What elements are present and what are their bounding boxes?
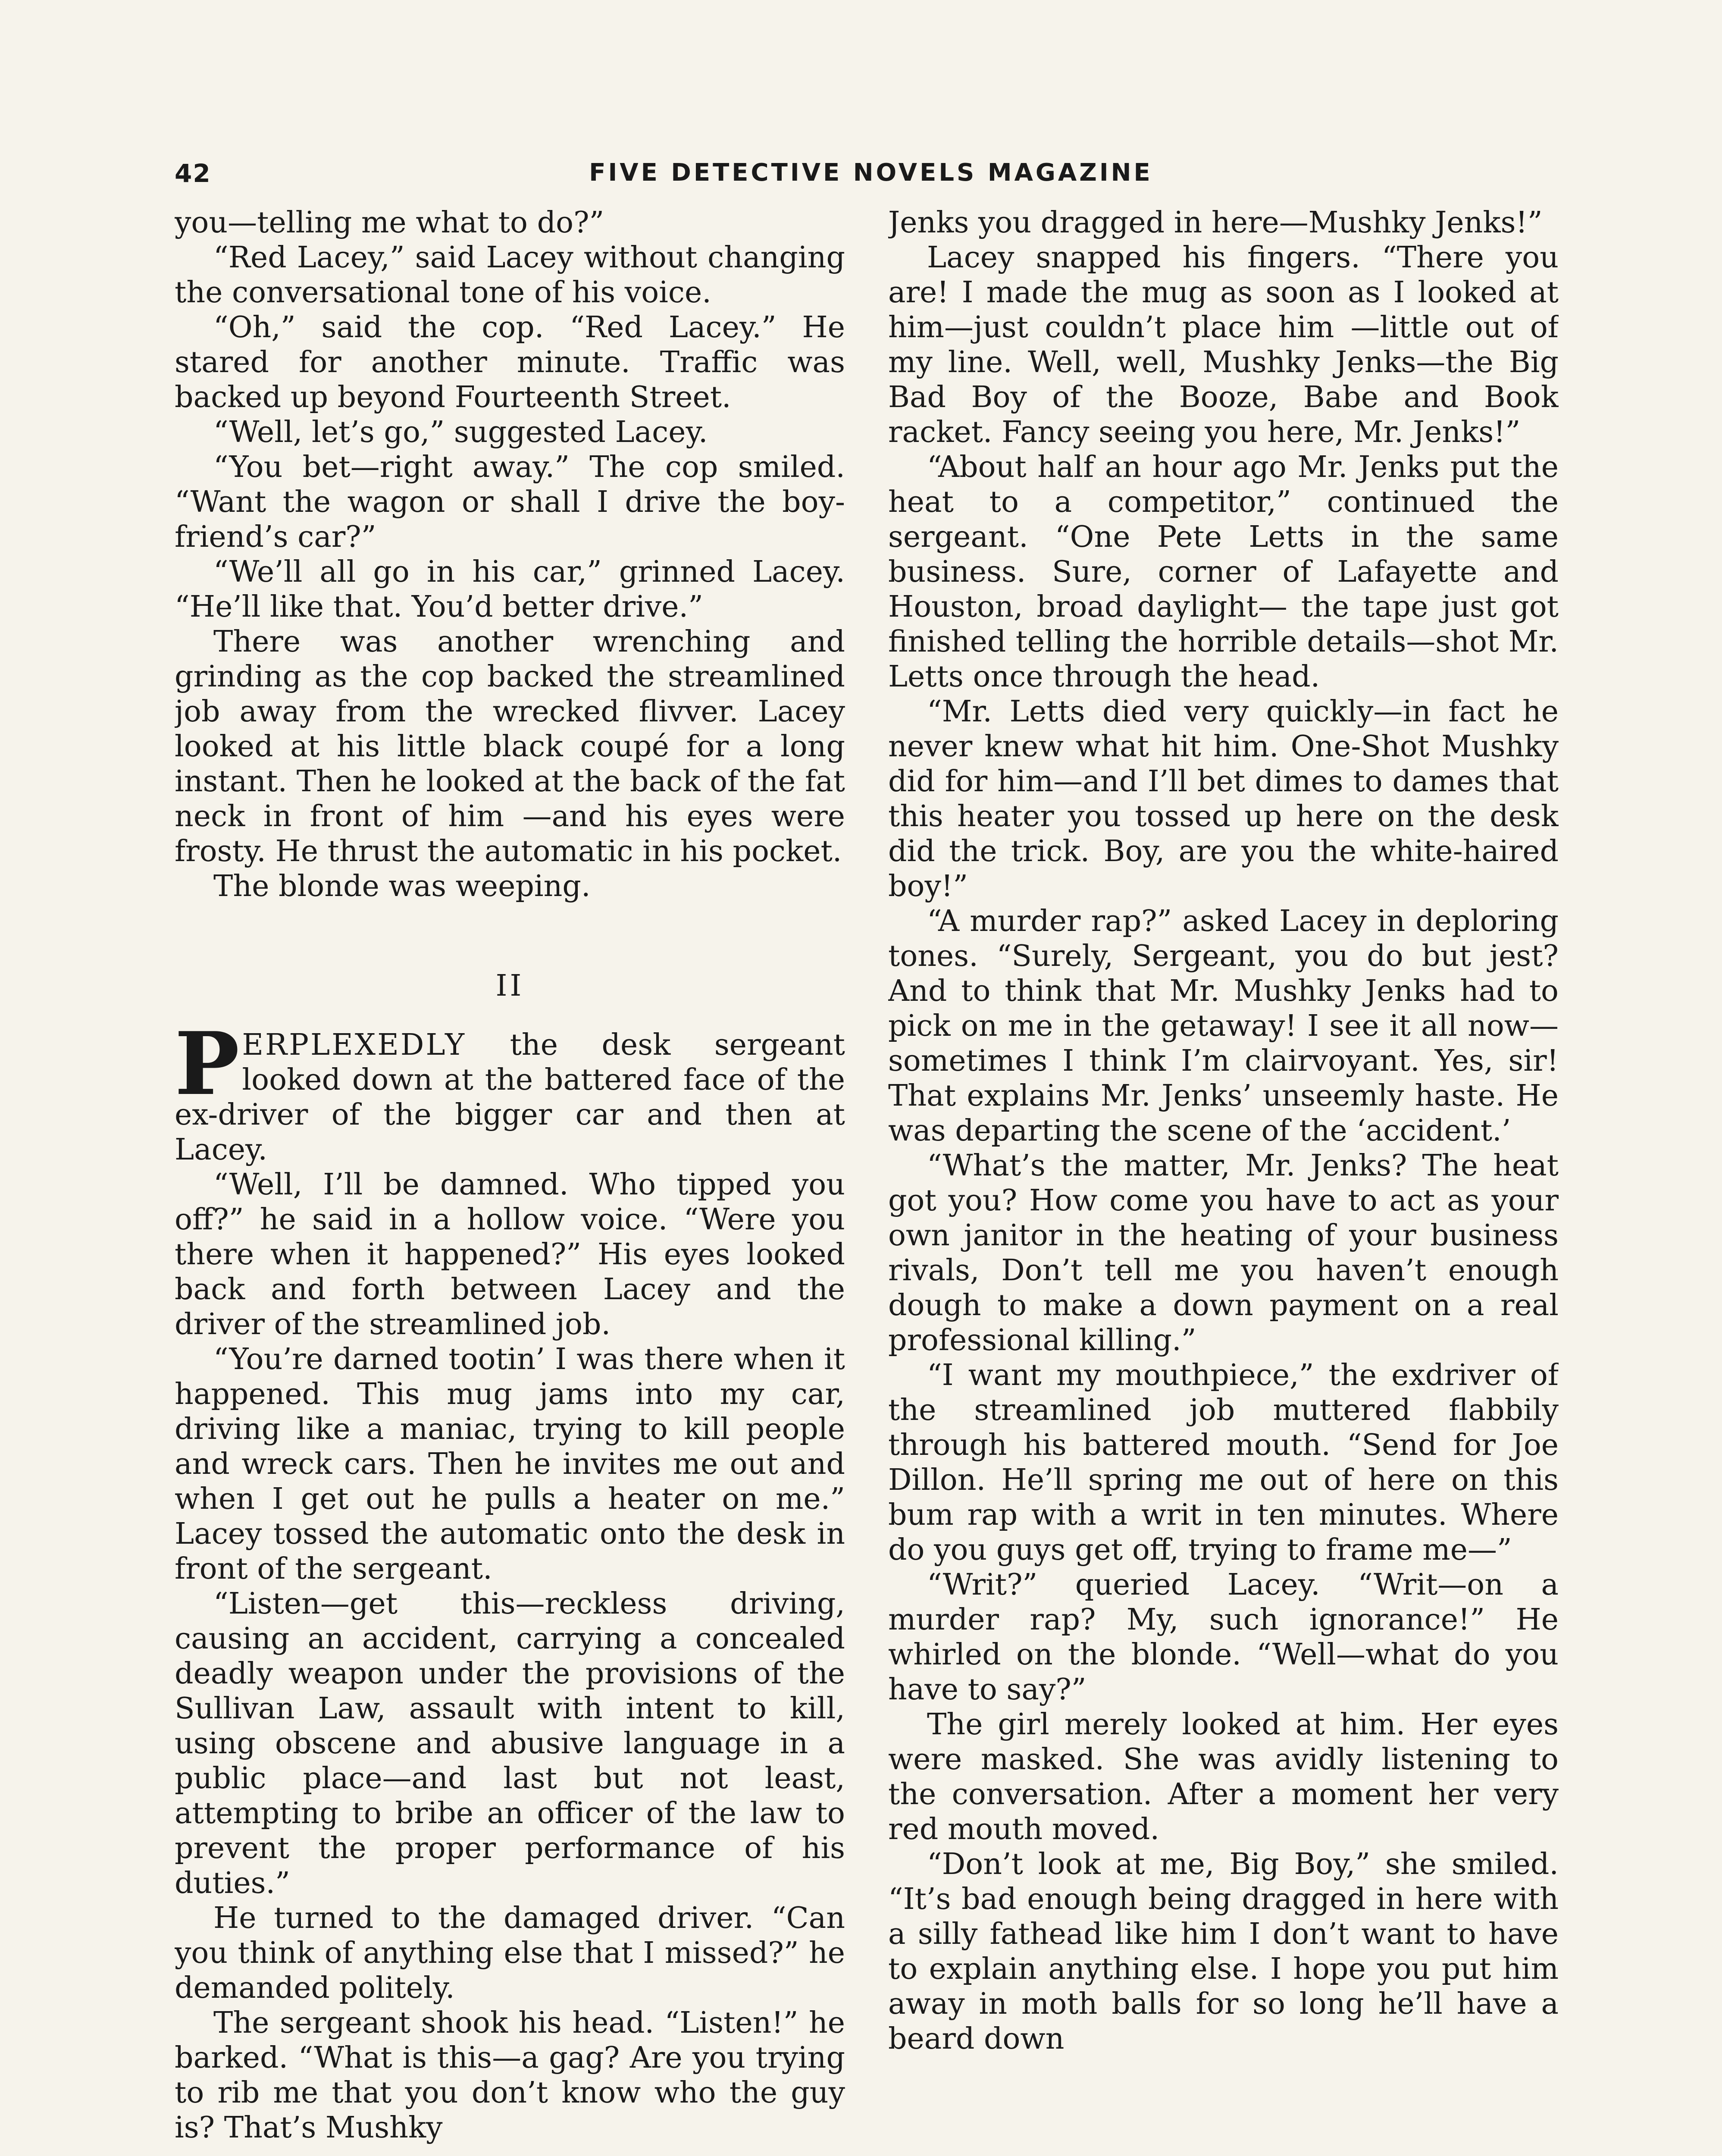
- paragraph: “Well, I’ll be damned. Who tipped you off?” he said in a hollow voice. “Were you there when it happened?” His eyes looked back and forth between Lacey and the driver of the streamlined job.: [175, 1168, 845, 1341]
- running-head: FIVE DETECTIVE NOVELS MAGAZINE: [589, 159, 1153, 187]
- drop-paragraph-text: the desk sergeant looked down at the battered face of the ex-driver of the bigger car and then at Lacey.: [175, 1028, 845, 1167]
- paragraph: “Listen—get this—reckless driving, causing an accident, carrying a concealed deadly weapon under the provisions of the Sullivan Law, assault with intent to kill, using obscene and abusive language in a public place—and last but not least, attempting to bribe an officer of the law to prevent the proper performance of his duties.”: [175, 1587, 845, 1900]
- paragraph: you—telling me what to do?”: [175, 206, 604, 240]
- paragraph: Jenks you dragged in here—Mushky Jenks!”: [888, 206, 1543, 240]
- paragraph: The sergeant shook his head. “Listen!” he barked. “What is this—a gag? Are you trying to rib me that you don’t know who the guy is? That’s Mushky: [175, 2006, 845, 2145]
- paragraph: “A murder rap?” asked Lacey in deploring tones. “Surely, Sergeant, you do but jest? And to think that Mr. Mushky Jenks had to pick on me in the getaway! I see it all now—sometimes I think I’m clairvoyant. Yes, sir! That explains Mr. Jenks’ unseemly haste. He was departing the scene of the ‘accident.’: [888, 904, 1559, 1148]
- page-header: [175, 159, 1567, 197]
- drop-cap: P: [175, 1013, 240, 1115]
- right-column: [888, 205, 1559, 2156]
- paragraph: “Oh,” said the cop. “Red Lacey.” He stared for another minute. Traffic was backed up beyond Fourteenth Street.: [175, 310, 845, 414]
- left-column: [175, 205, 845, 2156]
- paragraph: “I want my mouthpiece,” the exdriver of the streamlined job muttered flabbily through his battered mouth. “Send for Joe Dillon. He’ll spring me out of here on this bum rap with a writ in ten minutes. Where do you guys get off, trying to frame me—”: [888, 1358, 1559, 1567]
- paragraph: “Red Lacey,” said Lacey without changing the conversational tone of his voice.: [175, 241, 845, 310]
- section-heading: II: [495, 969, 524, 1003]
- paragraph: “Well, let’s go,” suggested Lacey.: [213, 415, 708, 449]
- paragraph: The girl merely looked at him. Her eyes were masked. She was avidly listening to the conversation. After a moment her very red mouth moved.: [888, 1708, 1559, 1846]
- paragraph: “Mr. Letts died very quickly—in fact he never knew what hit him. One-Shot Mushky did for him—and I’ll bet dimes to dames that this heater you tossed up here on the desk did the trick. Boy, are you the white-haired boy!”: [888, 695, 1559, 903]
- paragraph: “Writ?” queried Lacey. “Writ—on a murder rap? My, such ignorance!” He whirled on the blonde. “Well—what do you have to say?”: [888, 1568, 1559, 1707]
- drop-cap-paragraph: [175, 1013, 845, 1167]
- paragraph: “We’ll all go in his car,” grinned Lacey. “He’ll like that. You’d better drive.”: [175, 555, 845, 624]
- paragraph: “You bet—right away.” The cop smiled. “Want the wagon or shall I drive the boy-friend’s car?”: [175, 450, 845, 554]
- paragraph: “You’re darned tootin’ I was there when it happened. This mug jams into my car, driving like a maniac, trying to kill people and wreck cars. Then he invites me out and when I get out he pulls a heater on me.” Lacey tossed the automatic onto the desk in front of the sergeant.: [175, 1342, 845, 1586]
- paragraph: He turned to the damaged driver. “Can you think of anything else that I missed?” he demanded politely.: [175, 1901, 845, 2005]
- paragraph: There was another wrenching and grinding as the cop backed the streamlined job away from the wrecked flivver. Lacey looked at his little black coupé for a long instant. Then he looked at the back of the fat neck in front of him —and his eyes were frosty. He thrust the automatic in his pocket.: [175, 625, 845, 868]
- paragraph: “What’s the matter, Mr. Jenks? The heat got you? How come you have to act as your own janitor in the heating of your business rivals, Don’t tell me you haven’t enough dough to make a down payment on a real professional killing.”: [888, 1149, 1559, 1357]
- drop-lead-word: ERPLEXEDLY: [242, 1028, 467, 1062]
- paragraph: The blonde was weeping.: [213, 869, 591, 903]
- page-number: 42: [175, 159, 211, 188]
- paragraph: “Don’t look at me, Big Boy,” she smiled. “It’s bad enough being dragged in here with a silly fathead like him I don’t want to have to explain anything else. I hope you put him away in moth balls for so long he’ll have a beard down: [888, 1847, 1559, 2056]
- paragraph: “About half an hour ago Mr. Jenks put the heat to a competitor,” continued the sergeant. “One Pete Letts in the same business. Sure, corner of Lafayette and Houston, broad daylight— the tape just got finished telling the horrible details—shot Mr. Letts once through the head.: [888, 450, 1559, 694]
- paragraph: Lacey snapped his fingers. “There you are! I made the mug as soon as I looked at him—just couldn’t place him —little out of my line. Well, well, Mushky Jenks—the Big Bad Boy of the Booze, Babe and Book racket. Fancy seeing you here, Mr. Jenks!”: [888, 241, 1559, 449]
